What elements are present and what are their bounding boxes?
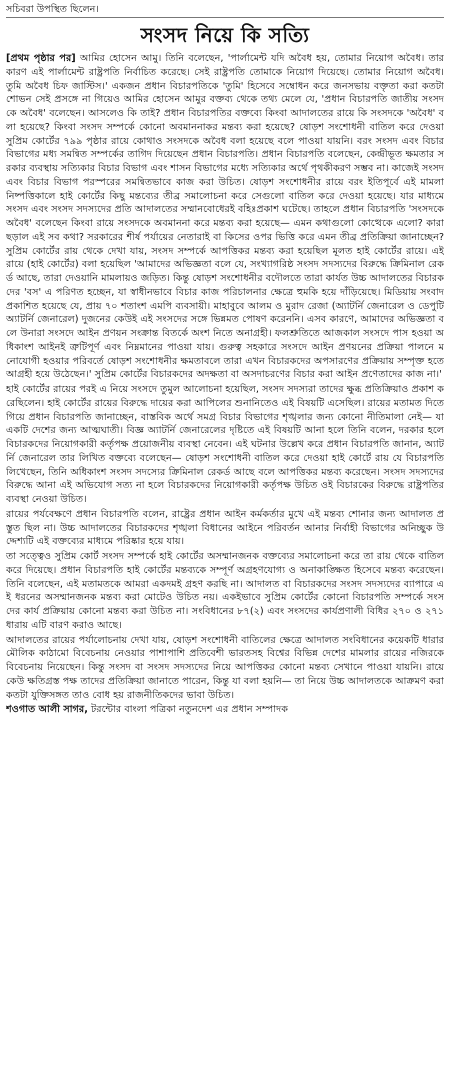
- byline-role: টরন্টোর বাংলা পত্রিকা নতুনদেশ এর প্রধান সম্পাদক: [91, 704, 288, 716]
- previous-article-tail: সচিবরা উপস্থিত ছিলেন।: [6, 3, 444, 18]
- continuation-marker: [প্রথম পৃষ্ঠার পর]: [6, 53, 76, 64]
- article-paragraph: [6, 52, 444, 382]
- article-paragraph: আদালতের রায়ের পর্যালোচনায় দেখা যায়, ষোড়শ সংশোধনী বাতিলের ক্ষেত্রে আদালত সংবিধানের কয়েকটি ধারার মৌলিক কাঠামো বিবেচনায় নেওয়ার পাশাপাশি প্রতিবেশী ভারতসহ বিশ্বের বিভিন্ন দেশের মামলার রায়ের নজিরকে বিবেচনায় নিয়েছেন। কিন্তু সংসদ বা সংসদ সদস্যদের নিয়ে আপত্তিকর কোনো মন্তব্য সেখানে পাওয়া যায়নি। রায়ে কেউ ক্ষতিগ্রস্ত পক্ষ তাদের প্রতিক্রিয়া জানাতে পারেন, কিন্তু যা বলা হয়নি— তা নিয়ে উচ্চ আদালতকে আক্রমণ করা কতটা যুক্তিসঙ্গত তাও বোধ হয় রাজনীতিকদের ভাবা উচিত।: [6, 634, 444, 701]
- article-paragraph: তা সত্ত্বেও সুপ্রিম কোর্ট সংসদ সম্পর্কে হাই কোর্টের অসম্মানজনক বক্তব্যের সমালোচনা করে তা রায় থেকে বাতিল করে দিয়েছে। প্রধান বিচারপতি হাই কোর্টের মন্তব্যকে সম্পূর্ণ অগ্রহণযোগ্য ও অনাকাঙ্ক্ষিত হিসেবে মন্তব্য করেছেন। তিনি বলেছেন, এই মতামতকে আমরা একদমই গ্রহণ করছি না। আদালত বা বিচারকদের সংসদ সদস্যদের ব্যাপারে এই ধরনের অসম্মানজনক মন্তব্য করা মোটেও উচিত নয়। একইভাবে সুপ্রিম কোর্টের কোনো বিচারপতি সম্পর্কে সংসদের কার্য প্রক্রিয়ায় কোনো মন্তব্য করা উচিত না। সংবিধানের ৮৭(২) এবং সংসদের কার্যপ্রণালী বিধির ২৭০ ও ২৭১ ধারায় এটি বারণ করাও আছে।: [6, 551, 444, 631]
- article-paragraph: রায়ের পর্যবেক্ষণে প্রধান বিচারপতি বলেন, রাষ্ট্রের প্রধান আইন কর্মকর্তার মুখে এই মন্তব্য শোনার জন্য আদালত প্রস্তুত ছিল না। উচ্চ আদালতের বিচারকদের শৃঙ্খলা বিধানের আইনে পরিবর্তন আনার নির্বাহী বিভাগের অনিচ্ছুক উদ্দেশ্যটি এই বক্তব্যের মাধ্যমে পরিষ্কার হয়ে যায়।: [6, 508, 444, 548]
- article-headline: সংসদ নিয়ে কি সত্যি: [140, 23, 310, 47]
- article-body: [6, 52, 444, 1047]
- byline: [6, 703, 444, 717]
- article-paragraph: হাই কোর্টের রায়ের পরই এ নিয়ে সংসদে তুমুল আলোচনা হয়েছিল, সংসদ সদস্যরা তাদের ক্ষুব্ধ প্রতিক্রিয়াও প্রকাশ করেছিলেন। হাই কোর্টের রায়ের বিরুদ্ধে দায়ের করা আপিলের শুনানিতেও এই বিষয়টি এসেছিল। রায়ের মতামত দিতে গিয়ে প্রধান বিচারপতি জানাচ্ছেন, বাস্তবিক অর্থে সমগ্র বিচার বিভাগের শৃঙ্খলার জন্য কোনো নীতিমালা নেই— যা একটি দেশের জন্য আত্মঘাতী। বিজ্ঞ অ্যাটর্নি জেনারেলের দৃষ্টিতে এই বিষয়টি আনা হলে তিনি বলেন, দরকার হলে বিচারকদের নিয়োগকারী কর্তৃপক্ষ প্রয়োজনীয় ব্যবস্থা নেবেন। এই ঘটনার উল্লেখ করে প্রধান বিচারপতি জানান, অ্যাটর্নি জেনারেল তার লিখিত বক্তব্যে বলেছেন— ষোড়শ সংশোধনী বাতিল করে দেওয়া হাই কোর্টে রায় যে বিচারপতি লিখেছেন, তিনি অধিকাংশ সংসদ সদস্যের ক্রিমিনাল রেকর্ড আছে বলে আপত্তিকর মন্তব্য করেছেন। সংসদ সদস্যদের বিরুদ্ধে আনা এই অভিযোগ সত্য না হলে বিচারকদের নিয়োগকারী কর্তৃপক্ষ উচিত ওই বিচারকের বিরুদ্ধে রাষ্ট্রপতির ব্যবস্থা নেওয়া উচিত।: [6, 384, 444, 505]
- paragraph-text: আমির হোসেন আমু। তিনি বলেছেন, 'পার্লামেন্ট যদি অবৈধ হয়, তোমার নিয়োগ অবৈধ। তার কারণ এই পার্লামেন্ট রাষ্ট্রপতি নির্বাচিত করেছে। সেই রাষ্ট্রপতি তোমাকে নিয়োগ দিয়েছে। তোমার নিয়োগ অবৈধ। তুমি অবৈধ চিফ জাস্টিস।' একজন প্রধান বিচারপতিকে 'তুমি' হিসেবে সম্বোধন করে জনসভায় বক্তৃতা করা কতটা শোভন সেই প্রসঙ্গে না গিয়েও আমির হোসেন আমুর বক্তব্য থেকে তথ্য মেলে যে, 'প্রধান বিচারপতি জাতীয় সংসদকে অবৈধ' বলেছেন। আসলেও কি তাই? প্রধান বিচারপতির বক্তব্যে কিংবা আদালতের রায়ে কি সংসদকে 'অবৈধ' বলা হয়েছে? কিংবা সংসদ সম্পর্কে কোনো অবমাননাকর মন্তব্য করা হয়েছে? ষোড়শ সংশোধনী বাতিল করে দেওয়া সুপ্রিম কোর্টের ৭৯৯ পৃষ্ঠার রায়ে কোথাও সংসদকে অবৈধ বলা হয়েছে বলে পাওয়া যায়নি। বরং সংসদ এবং বিচারবিভাগের মধ্য সমন্বিত সম্পর্কের তাগিদ দিয়েছেন প্রধান বিচারপতি। প্রধান বিচারপতি বলেছেন, কেন্দ্রীভূত ক্ষমতার সরকার ব্যবস্থায় সত্যিকার বিচার বিভাগ এবং শাসন বিভাগের মধ্যে সত্যিকার অর্থে পৃথকীকরণ সম্ভব না। কাজেই সংসদ এবং বিচার বিভাগ পরস্পরের সমন্বিতভাবে কাজ করা উচিত। ষোড়শ সংশোধনীর রায়ে বরং ইতিপূর্বে এই মামলা নিষ্পত্তিকালে হাই কোর্টের কিছু মন্তব্যের তীব্র সমালোচনা করে সেগুলো বাতিল করে দেওয়া হয়েছে। যার মাধ্যমে সংসদ এবং সংসদ সদস্যদের প্রতি আদালতের সম্মানবোধেরই বহিঃপ্রকাশ ঘটেছে। তাহলে প্রধান বিচারপতি 'সংসদকে অবৈধ' বলেছেন কিংবা রায়ে সংসদকে অবমাননা করে মন্তব্য করা হয়েছে— এমন কথাগুলো কোত্থেকে এলো? কারা ছড়াল এই সব কথা? সরকারের শীর্ষ পর্যায়ের নেতারাই বা কিসের ওপর ভিত্তি করে এমন তীব্র প্রতিক্রিয়া জানাচ্ছেন? সুপ্রিম কোর্টের রায় থেকে দেখা যায়, সংসদ সম্পর্কে আপত্তিকর মন্তব্য করা হয়েছিল মূলত হাই কোর্টের রায়ে। এই রায়ে (হাই কোর্টের) বলা হয়েছিল 'আমাদের অভিজ্ঞতা বলে যে, সংখ্যাগরিষ্ঠ সংসদ সদস্যদের বিরুদ্ধে ক্রিমিনাল রেকর্ড আছে, তারা দেওয়ানি মামলায়ও জড়িত। কিন্তু ষোড়শ সংশোধনীর বদৌলতে তারা কার্যত উচ্চ আদালতের বিচারকদের 'বস' এ পরিণত হচ্ছেন, যা স্বাধীনভাবে বিচার কাজ পরিচালনার ক্ষেত্রে হুমকি হয়ে দাঁড়িয়েছে। মিডিয়ায় সংবাদ প্রকাশিত হয়েছে যে, প্রায় ৭০ শতাংশ এমপি ব্যবসায়ী। মাহাবুবে আলম ও মুরাদ রেজা (অ্যাটর্নি জেনারেল ও ডেপুটি অ্যাটর্নি জেনারেল) দুজনের কেউই এই সংসদের সঙ্গে ভিন্নমত পোষণ করেননি। এসব কারণে, আমাদের অভিজ্ঞতা বলে উনারা সংসদে আইন প্রণয়ন সংক্রান্ত বিতর্কে অংশ নিতে অনাগ্রহী। ফলশ্রুতিতে আজকাল সংসদে পাস হওয়া অধিকাংশ আইনই ত্রুটিপূর্ণ এবং নিম্নমানের পাওয়া যায়। গুরুত্ব সহকারে সংসদে আইন প্রণয়নের প্রক্রিয়া পালনে মনোযোগী হওয়ার পরিবর্তে ষোড়শ সংশোধনীর ক্ষমতাবলে তারা এখন বিচারকদের অপসারণের প্রক্রিয়ায় সম্পৃক্ত হতে আগ্রহী হয়ে উঠেছেন।' সুপ্রিম কোর্টের বিচারকদের অদক্ষতা বা অসদাচরণের বিচার করা আইন প্রণেতাদের কাজ না।': [6, 53, 444, 381]
- byline-author: শওগাত আলী সাগর,: [6, 704, 88, 716]
